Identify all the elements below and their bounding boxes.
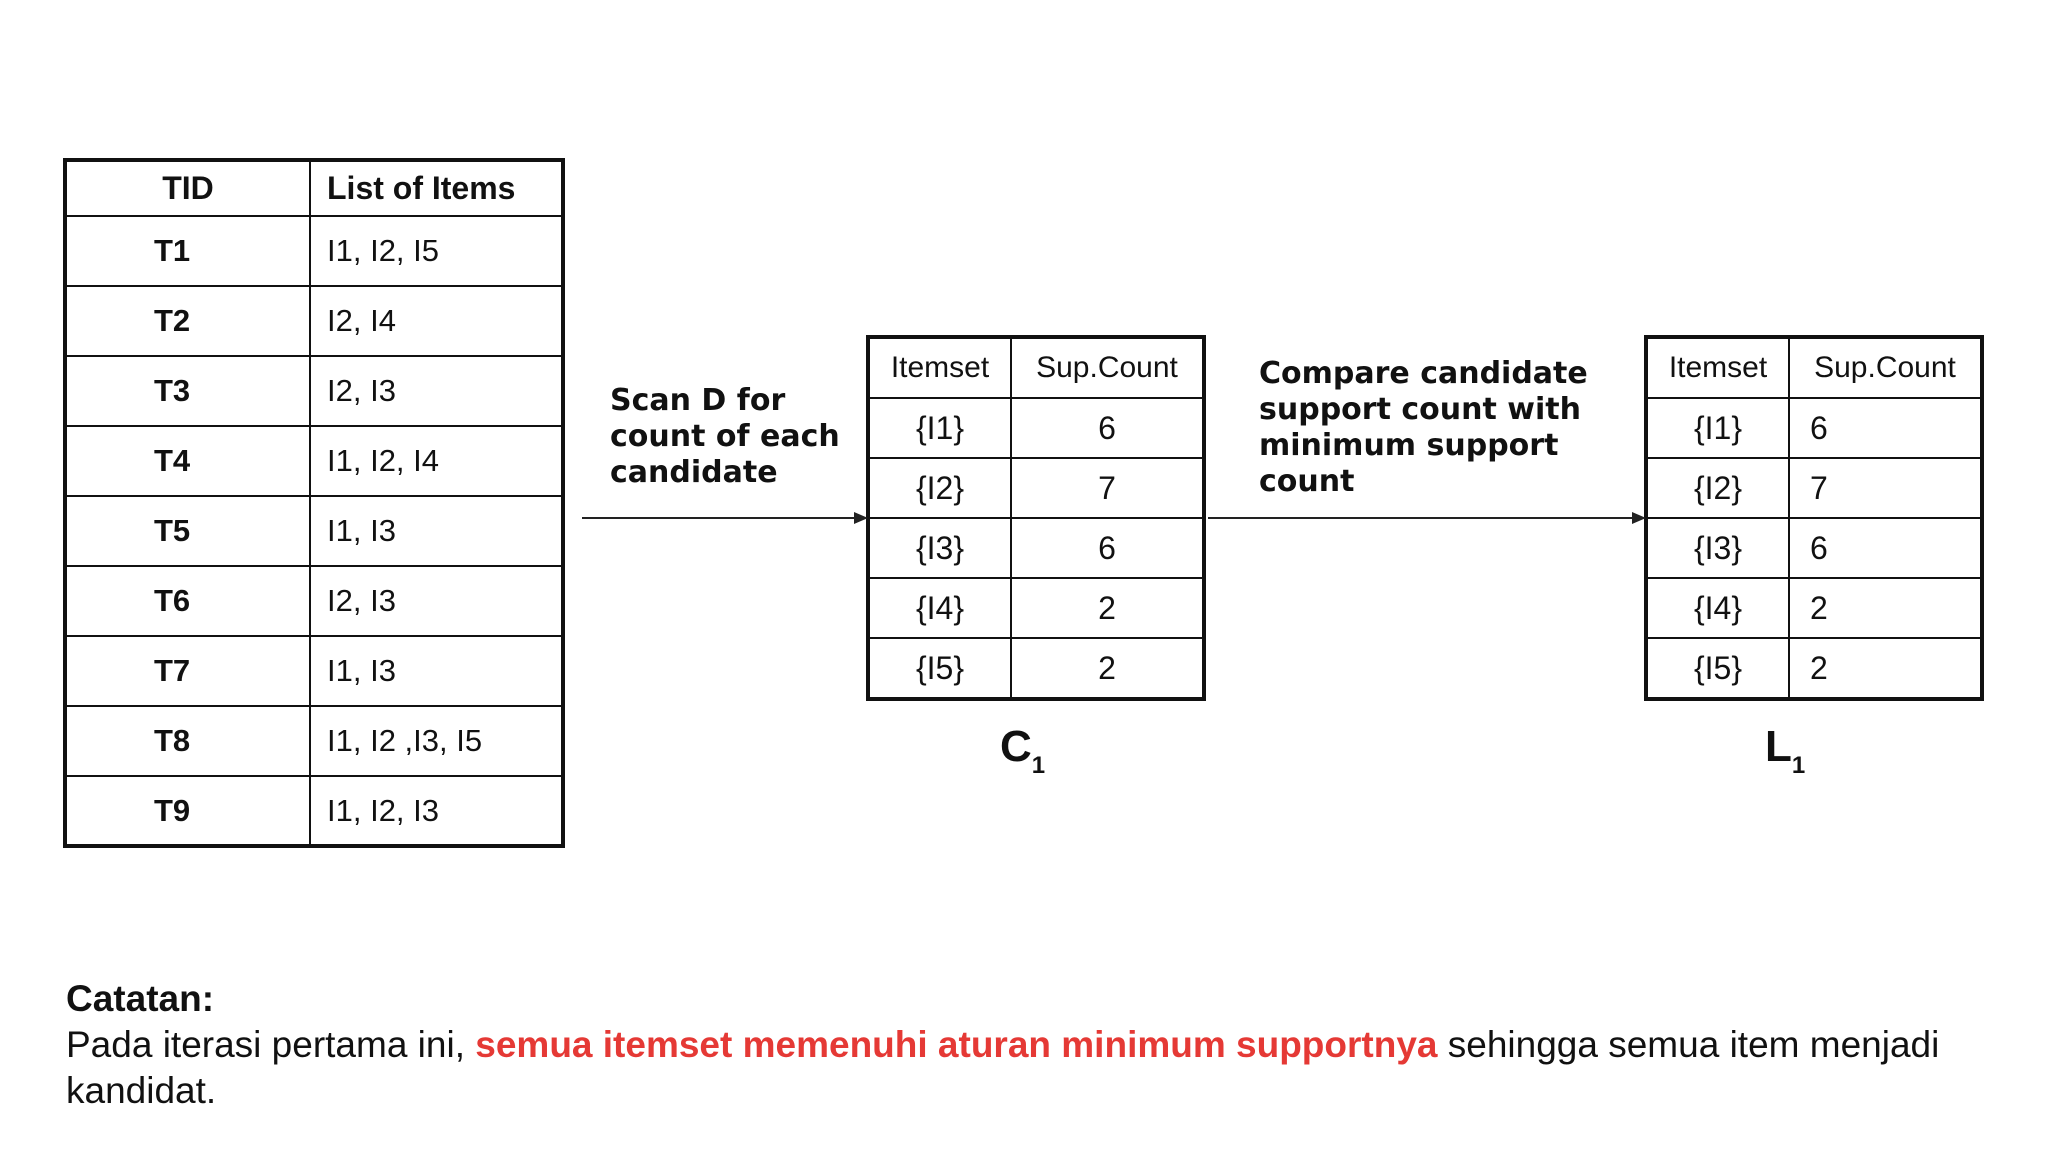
l1-itemset-cell: {I2}	[1646, 458, 1789, 518]
c1-itemset-cell: {I2}	[868, 458, 1011, 518]
transaction-tid-cell: T6	[65, 566, 310, 636]
compare-step-line: Compare candidate	[1259, 356, 1588, 391]
transaction-tid-cell: T7	[65, 636, 310, 706]
compare-step-line: count	[1259, 464, 1355, 499]
transaction-items-cell: I1, I3	[310, 496, 563, 566]
c1-itemset-header: Itemset	[868, 337, 1011, 398]
l1-count-header: Sup.Count	[1789, 337, 1982, 398]
compare-step-line: support count with	[1259, 392, 1581, 427]
transaction-tid-cell: T8	[65, 706, 310, 776]
transaction-items-cell: I2, I3	[310, 356, 563, 426]
scan-step-line: Scan D for	[610, 383, 786, 418]
l1-count-cell: 2	[1789, 638, 1982, 699]
transaction-items-cell: I1, I2, I5	[310, 216, 563, 286]
note-text-after: sehingga semua item menjadi kandidat.	[66, 1024, 1940, 1111]
scan-step-line: count of each	[610, 419, 840, 454]
c1-label-letter: C	[1000, 722, 1032, 771]
transaction-items-cell: I1, I2, I4	[310, 426, 563, 496]
transaction-items-cell: I1, I3	[310, 636, 563, 706]
c1-itemset-cell: {I1}	[868, 398, 1011, 458]
note-title: Catatan:	[66, 978, 215, 1019]
l1-count-cell: 6	[1789, 398, 1982, 458]
l1-label-subscript: 1	[1791, 752, 1806, 779]
transaction-tid-cell: T2	[65, 286, 310, 356]
c1-count-cell: 6	[1011, 398, 1204, 458]
tid-header: TID	[65, 160, 310, 216]
c1-count-cell: 2	[1011, 578, 1204, 638]
transaction-items-cell: I2, I4	[310, 286, 563, 356]
note-highlight: semua itemset memenuhi aturan minimum supportnya	[475, 1024, 1438, 1065]
l1-count-cell: 6	[1789, 518, 1982, 578]
compare-step-line: minimum support	[1259, 428, 1559, 463]
c1-count-cell: 6	[1011, 518, 1204, 578]
c1-count-header: Sup.Count	[1011, 337, 1204, 398]
l1-count-cell: 2	[1789, 578, 1982, 638]
scan-step-line: candidate	[610, 455, 778, 490]
l1-itemset-cell: {I4}	[1646, 578, 1789, 638]
transaction-tid-cell: T3	[65, 356, 310, 426]
transaction-tid-cell: T9	[65, 776, 310, 846]
l1-count-cell: 7	[1789, 458, 1982, 518]
c1-count-cell: 7	[1011, 458, 1204, 518]
transaction-items-cell: I1, I2 ,I3, I5	[310, 706, 563, 776]
items-header: List of Items	[310, 160, 563, 216]
c1-count-cell: 2	[1011, 638, 1204, 699]
note-block	[66, 976, 1986, 1114]
note-text-before: Pada iterasi pertama ini,	[66, 1024, 476, 1065]
scan-arrow	[582, 512, 868, 524]
l1-itemset-cell: {I1}	[1646, 398, 1789, 458]
transaction-tid-cell: T1	[65, 216, 310, 286]
transaction-items-cell: I1, I2, I3	[310, 776, 563, 846]
l1-itemset-header: Itemset	[1646, 337, 1789, 398]
transaction-tid-cell: T5	[65, 496, 310, 566]
c1-itemset-cell: {I4}	[868, 578, 1011, 638]
c1-label-subscript: 1	[1031, 752, 1046, 779]
c1-itemset-cell: {I5}	[868, 638, 1011, 699]
l1-label-letter: L	[1765, 722, 1792, 771]
l1-itemset-cell: {I3}	[1646, 518, 1789, 578]
compare-arrow	[1208, 512, 1646, 524]
l1-itemset-cell: {I5}	[1646, 638, 1789, 699]
transaction-items-cell: I2, I3	[310, 566, 563, 636]
c1-itemset-cell: {I3}	[868, 518, 1011, 578]
transaction-tid-cell: T4	[65, 426, 310, 496]
